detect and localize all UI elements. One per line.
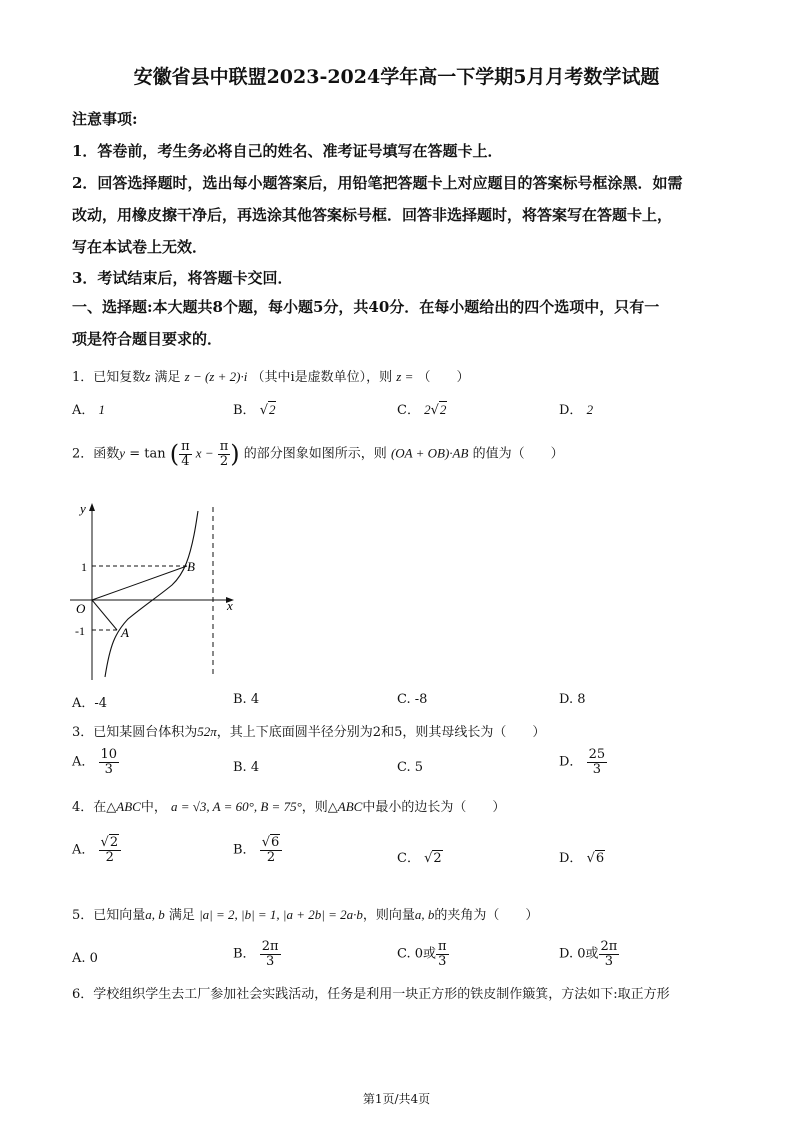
section-1-line-1: 一、选择题:本大题共8个题，每小题5分，共40分．在每小题给出的四个选项中，只有一 — [72, 298, 660, 316]
q2-option-b[interactable]: B. 4 — [233, 692, 260, 707]
q4-option-a[interactable]: A． $\frac{√2}{2}$ — [72, 836, 121, 864]
q2-vector-expr: (OA + OB)·AB — [390, 445, 469, 461]
q3-option-a[interactable]: A． $\frac{10}{3}$ — [72, 747, 118, 777]
q3-option-b[interactable]: B. 4 — [233, 760, 260, 775]
page-title: 安徽省县中联盟2023-2024学年高一下学期5月月考数学试题 — [133, 66, 660, 88]
origin-label: O — [76, 601, 86, 616]
q2-prefix: 2．函数 — [72, 446, 120, 462]
q2-suffix: 的值为（ ） — [472, 446, 564, 462]
notes-heading: 注意事项: — [72, 110, 138, 128]
q1-option-c[interactable]: C． 2√2 — [397, 402, 447, 418]
q3-option-c[interactable]: C. 5 — [397, 760, 424, 775]
question-4: 4．在△ABC中， a = √3, A = 60°, B = 75°，则△ABC中最小的边长为（ ） — [72, 799, 506, 815]
question-2: 2．函数y = tan ( $\frac{\pi}{4}$ x − $\frac{\pi}{2}$ ) 的部分图象如图所示，则 (OA + OB)·AB 的值为（ ） — [72, 439, 564, 469]
q1-mid: 满足 — [154, 370, 181, 385]
q1-prefix: 1．已知复数 — [72, 370, 146, 385]
tick-label-neg-1: -1 — [75, 624, 85, 638]
q5-option-b[interactable]: B． $\frac{2\pi}{3}$ — [233, 939, 279, 969]
q1-blank: （ ） — [417, 370, 470, 385]
point-a-label: A — [121, 625, 129, 640]
q4-option-c[interactable]: C． √2 — [397, 851, 442, 866]
q2-graph — [60, 495, 250, 685]
q1-lhs: z = — [396, 369, 414, 384]
q1-z: z — [145, 369, 151, 384]
q3-volume: 52π — [197, 724, 217, 739]
q2-option-c[interactable]: C. -8 — [397, 692, 428, 707]
notes-item-3: 3．考试结束后，将答题卡交回． — [72, 269, 293, 287]
question-1 — [72, 366, 470, 385]
q5-option-a[interactable]: A. 0 — [72, 951, 98, 966]
q1-option-a[interactable]: A． 1 — [72, 402, 106, 418]
q4-option-b[interactable]: B． $\frac{√6}{2}$ — [233, 836, 282, 864]
q2-y: y — [119, 445, 126, 461]
notes-item-2-line-2: 改动，用橡皮擦干净后，再选涂其他答案标号框．回答非选择题时，将答案写在答题卡上， — [72, 206, 673, 224]
notes-item-2-line-3: 写在本试卷上无效． — [72, 238, 208, 256]
q1-option-b[interactable]: B． √2 — [233, 402, 276, 418]
q2-option-a[interactable]: A．-4 — [72, 696, 108, 711]
q5-option-d[interactable]: D. 0或 $\frac{2\pi}{3}$ — [559, 939, 618, 969]
notes-item-2-line-1: 2．回答选择题时，选出每小题答案后，用铅笔把答题卡上对应题目的答案标号框涂黑．如需 — [72, 174, 683, 192]
q1-option-d[interactable]: D． 2 — [559, 402, 594, 418]
q4-condition: a = √3, A = 60°, B = 75° — [171, 799, 302, 814]
question-3: 3．已知某圆台体积为52π，其上下底面圆半径分别为2和5，则其母线长为（ ） — [72, 724, 546, 740]
tick-label-1: 1 — [81, 560, 87, 574]
y-axis-arrow — [89, 503, 95, 511]
q2-mid: 的部分图象如图所示，则 — [243, 446, 387, 462]
notes-item-1: 1．答卷前，考生务必将自己的姓名、准考证号填写在答题卡上． — [72, 142, 503, 160]
segment-oa — [92, 600, 117, 630]
q3-option-d[interactable]: D． $\frac{25}{3}$ — [559, 747, 606, 777]
q5-condition: |a| = 2, |b| = 1, |a + 2b| = 2a·b — [199, 907, 363, 922]
segment-ob — [92, 566, 187, 600]
q2-fn: tan — [144, 446, 166, 462]
question-5: 5．已知向量a, b 满足 |a| = 2, |b| = 1, |a + 2b| = 2a·b，则向量a, b的夹角为（ ） — [72, 907, 539, 923]
point-b-label: B — [187, 559, 195, 574]
page-footer: 第1页/共4页 — [362, 1092, 431, 1106]
tan-curve — [105, 511, 198, 677]
q4-option-d[interactable]: D． √6 — [559, 851, 605, 866]
q5-option-c[interactable]: C. 0或 $\frac{\pi}{3}$ — [397, 939, 447, 969]
q2-option-d[interactable]: D. 8 — [559, 692, 586, 707]
section-1-line-2: 项是符合题目要求的． — [72, 330, 223, 348]
x-label: x — [227, 598, 233, 613]
q1-paren: （其中i是虚数单位），则 — [251, 370, 393, 385]
y-label: y — [80, 501, 86, 516]
question-6: 6．学校组织学生去工厂参加社会实践活动，任务是利用一块正方形的铁皮制作簸箕，方法如下:取正方形 — [72, 987, 670, 1002]
q1-formula: z − (z + 2)·i — [184, 369, 248, 384]
